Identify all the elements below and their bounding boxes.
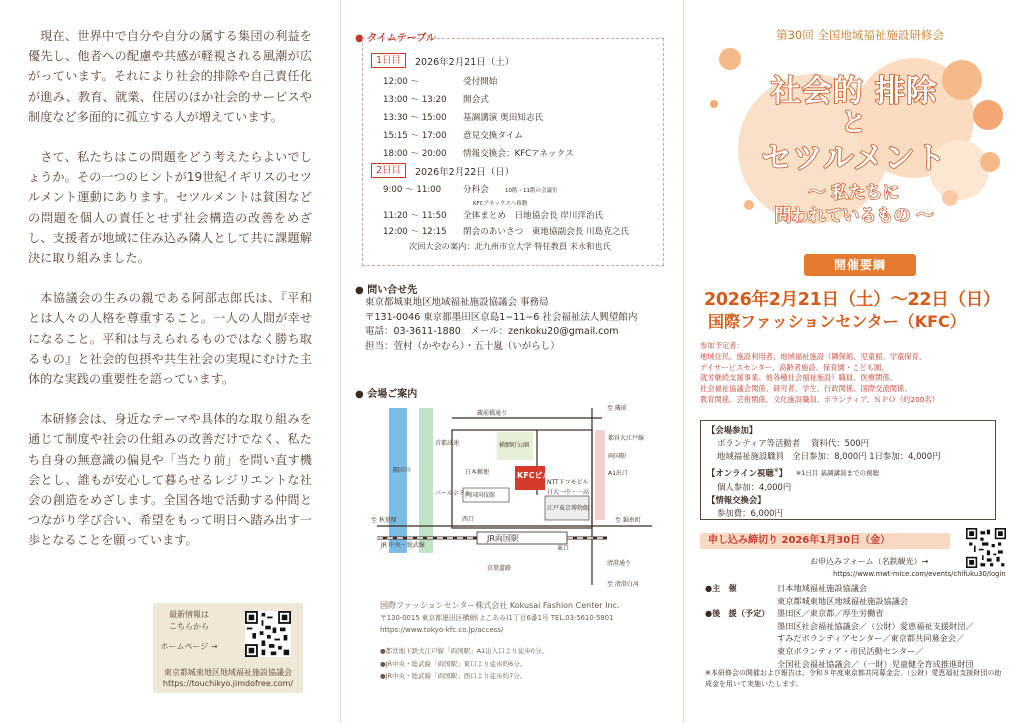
day1-date: 2026年2月21日（土） — [415, 57, 515, 68]
contact-line: 担当：萱村（かやむら）・五十嵐（いがらし） — [365, 340, 560, 352]
access-note: ●都営地下鉄大江戸線「両国駅」A1出入口より徒歩0分。 — [380, 647, 548, 655]
map-label: A1出口 — [608, 470, 628, 477]
contact-line: 〒131-0046 東京都墨田区京島1−11−6 社会福祉法人興望館内 — [365, 311, 638, 323]
intro-paragraph: 本協議会の生みの親である阿部志郎氏は、『平和とは人々の人格を尊重すること。一人の人間が幸せになること。平和は与えられるものではなく勝ち取るもの』と社会的包摂や共生社会の実現にむけた主体的な実践の重要性を語っています。 — [28, 291, 312, 387]
day2-tag: 2日目 — [371, 163, 406, 178]
access-map — [367, 400, 663, 590]
schedule-row: 13:30 〜 15:00 基調講演 奥田知志氏 — [383, 113, 544, 123]
fee-box — [700, 420, 996, 520]
contact-info — [365, 296, 637, 354]
map-label: 横網町公園 — [499, 442, 530, 449]
map-label: 都営大江戸線 — [608, 435, 645, 442]
qr-caption-line: こちらから — [169, 622, 209, 631]
map-label: 蔵前橋通り — [477, 410, 508, 417]
map-label: 至 蔵前 — [607, 405, 627, 412]
map-label: 至 秋葉原 — [371, 517, 397, 524]
intro-paragraph: 本研修会は、身近なテーマや具体的な取り組みを通じて制度や社会の仕組みの改善だけでなく、私たち自身の無意識の偏見や「当たり前」を問い直す機会とし、誰もが安心して暮らせるレジリエントな社会の創造をめざします。全国各地で活動する仲間とつながり学び合い、希望をもって明日へ踏み出す一歩となることを願っています。 — [28, 412, 312, 548]
map-label: NTTドコモビル — [547, 479, 589, 486]
schedule-row: 15:15 〜 17:00 意見交換タイム — [383, 131, 523, 141]
fee-row: ボランティア等活動者 資料代：500円 — [717, 438, 869, 449]
day2-date: 2026年2月22日（日） — [415, 167, 515, 178]
fee-row: 個人参加：4,000円 — [717, 481, 792, 492]
expressway — [419, 408, 433, 553]
qr-caption — [159, 609, 219, 653]
apply-form-link[interactable]: お申込みフォーム（名鉄観光）→ — [810, 557, 929, 566]
map-label: 首都高速 — [435, 440, 460, 447]
fold-line — [340, 0, 341, 723]
venue-url[interactable]: https://www.tokyo-kfc.co.jp/access/ — [380, 626, 504, 634]
map-label: 清澄通り — [607, 560, 632, 567]
timetable-box — [362, 38, 664, 266]
bunka-note: 10階・11階の会議室 — [505, 188, 558, 194]
map-heading: ● 会場ご案内 — [355, 389, 418, 400]
target-participants: 参加予定者： 地域住民、施設利用者、地域福祉施設（隣保館、児童館、学童保育、 デイサービスセンター、高齢者施設、保育園・こども園、 就労継続支援事業、他各種社会福祉施設）職員、医療関係、 社会福祉協議会関係、研究者、学生、行政関係、国際交流関係、 教育関係、芸術関係、文化施設職員、ボランティア、ＮＰＯ（約200名） — [700, 341, 939, 404]
schedule-row: 12:00 〜 受付開始 — [383, 77, 498, 87]
map-label: 至 錦糸町 — [615, 517, 641, 524]
organizers — [705, 582, 997, 670]
outline-badge: 開催要綱 — [804, 254, 916, 276]
map-label: 江戸東京博物館 — [547, 505, 590, 512]
map-label: 日本郵便 — [465, 469, 490, 476]
map-label: 東口 — [557, 545, 570, 552]
map-label: 隅田川 — [393, 467, 412, 474]
intro-panel — [0, 0, 340, 723]
application-deadline: 申し込み締切り 2026年1月30日（金） — [700, 533, 950, 549]
map-label: 両国駅 — [608, 453, 627, 460]
schedule-row: 13:00 〜 13:20 開会式 — [383, 95, 489, 105]
oedo-line — [595, 430, 605, 520]
intro-text — [28, 26, 312, 571]
fee-row: 参加費：6,000円 — [717, 508, 783, 519]
event-subtitle: 問われているもの 〜 — [774, 206, 934, 226]
homepage-qr-box — [153, 603, 303, 693]
contact-email[interactable]: 電話：03-3611-1880 メール：zenkoku20@gmail.com — [365, 326, 619, 337]
qr-caption-line: 最新情報は — [169, 610, 209, 619]
map-label: 西口 — [462, 516, 475, 523]
funding-footnote: ※本研修会の開催および報告は、令和８年度東京都共同募金会、（公財）愛恵福祉支援財団の助成金を用いて実施いたします。 — [705, 669, 1002, 688]
event-venue: 国際ファッションセンター（KFC） — [708, 312, 966, 331]
schedule-row: 11:20 〜 11:50 全体まとめ 日地協会長 岸川洋治氏 — [383, 211, 604, 221]
fee-heading: 【会場参加】 — [707, 425, 758, 435]
event-title: と — [840, 108, 868, 138]
event-subtitle: 〜 私たちに — [808, 183, 900, 203]
conference-number: 第30回 全国地域福祉施設研修会 — [776, 28, 944, 42]
apply-url[interactable]: https://www.mwt-mice.com/events/chifuku30/login — [833, 570, 1006, 578]
fee-heading-online: 【オンライン視聴※】 ※1日目 基調講演までの視聴 — [707, 466, 879, 478]
intro-paragraph: 現在、世界中で自分や自分の属する集団の利益を優先し、他者への配慮や共感が軽視される風潮が広がっています。それにより社会的排除や自己責任化が進み、教育、就業、住居のほか社会的サービスや制度など多面的に孤立する人が増えています。 — [28, 29, 312, 124]
timetable-heading: ● タイムテーブル — [355, 33, 436, 44]
map-label: パールホテル — [435, 490, 471, 497]
map-label: JR 中央・総武線 — [381, 542, 425, 549]
access-note: ●JR中央・総武線「両国駅」西口より徒歩約7分。 — [380, 672, 527, 680]
day1-tag: 1日目 — [371, 53, 406, 68]
map-label: KFCビル — [517, 471, 551, 480]
qr-code-icon[interactable] — [245, 611, 291, 657]
intro-paragraph: さて、私たちはこの問題をどう考えたらよいでしょうか。その一つのヒントが19世紀イギリスのセツルメント運動にあります。セツルメントは貧困などの問題を個人の責任とせず社会構造の改善をめざし、支援者が地域に住み込み隣人として共に課題解決に取り組みました。 — [28, 150, 312, 266]
access-notes — [380, 645, 548, 683]
fee-heading: 【情報交換会】 — [707, 494, 766, 505]
event-title: 社会的 排除 — [770, 74, 938, 109]
homepage-link[interactable]: ホームページ → — [160, 642, 218, 651]
host-row: ●主 催 日本地域福祉施設協議会 東京都城東地区地域福祉施設協議会 — [705, 583, 909, 606]
apply-qr-code-icon[interactable] — [966, 528, 1006, 568]
homepage-url[interactable]: https://touchikyo.jimdofree.com/ — [162, 679, 294, 688]
next-event-note: 次回大会の案内：北九州市立大学 特任教員 末永和也氏 — [409, 241, 611, 251]
map-label: 日大一中・一高 — [547, 489, 590, 496]
schedule-row: 12:00 〜 12:15 閉会のあいさつ 東地協副会長 川島克之氏 — [383, 227, 630, 237]
event-date: 2026年2月21日（土）〜22日（日） — [704, 290, 1001, 310]
access-note: ●JR中央・総武線「両国駅」東口より徒歩約6分。 — [380, 659, 527, 668]
venue-info — [380, 600, 620, 636]
venue-company: 国際ファッションセンター株式会社 Kokusai Fashion Center Inc. — [380, 601, 620, 610]
venue-address: 〒130-0015 東京都墨田区横網(よこあみ)1丁目6番1号 TEL.03-5610-5801 — [380, 614, 614, 622]
river — [389, 408, 407, 553]
map-label: 両国国技館 — [465, 492, 496, 499]
schedule-row: 18:00 〜 20:00 情報交換会：KFCアネックス — [383, 149, 574, 159]
schedule-row: 9:00 〜 11:00 分科会 — [383, 185, 489, 195]
event-title: セツルメント — [761, 141, 947, 176]
map-label: 京葉道路 — [487, 565, 512, 572]
contact-line: 東京都城東地区地域福祉施設協議会 事務局 — [365, 297, 549, 308]
contact-heading: ● 問い合せ先 — [355, 285, 418, 296]
map-label: JR両国駅 — [487, 534, 519, 543]
org-name: 東京都城東地区地域福祉施設協議会 — [164, 668, 292, 677]
map-label: 至 清澄白河 — [607, 581, 639, 588]
support-row: ●後 援（予定） 墨田区／東京都／厚生労働省 墨田区社会福祉協議会／（公財）愛恵福祉支援財団／ すみだボランティアセンター／東京都共同募金会／ 東京ボランティア・市民活動センター／ 全国社会福祉協議会／（一財）児童健全育成推進財団 — [705, 608, 974, 669]
fee-row: 地域福祉施設職員 全日参加：8,000円 1日参加：4,000円 — [717, 451, 941, 462]
move-note: KFCアネックスへ移動 — [473, 201, 528, 207]
